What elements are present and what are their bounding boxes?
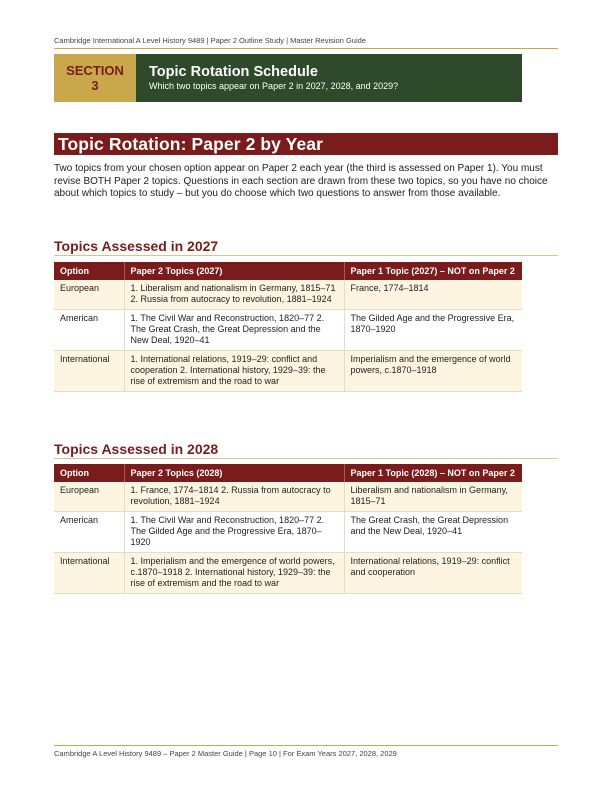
column-header-paper1: Paper 1 Topic (2027) – NOT on Paper 2 [344,262,522,280]
page-title: Topic Rotation: Paper 2 by Year [54,133,558,155]
option-cell: European [54,280,124,310]
heading-2027: Topics Assessed in 2027 [54,238,558,256]
section-number-box [54,54,136,102]
paper2-topics-cell: 1. The Civil War and Reconstruction, 1820–77 2. The Gilded Age and the Progressive Era, 1870–1920 [124,512,344,553]
paper1-topic-cell: The Great Crash, the Great Depression and the New Deal, 1920–41 [344,512,522,553]
option-cell: American [54,512,124,553]
column-header-option: Option [54,262,124,280]
option-cell: International [54,351,124,392]
table-row [54,512,522,553]
option-cell: International [54,553,124,594]
table-row [54,351,522,392]
option-cell: American [54,310,124,351]
running-footer: Cambridge A Level History 9489 – Paper 2 Master Guide | Page 10 | For Exam Years 2027, 2028, 2029 [54,745,558,758]
column-header-paper1: Paper 1 Topic (2028) – NOT on Paper 2 [344,464,522,482]
paper1-topic-cell: France, 1774–1814 [344,280,522,310]
section-label: SECTION [66,63,124,78]
table-row [54,482,522,512]
table-header-row [54,464,522,482]
option-cell: European [54,482,124,512]
paper1-topic-cell: International relations, 1919–29: conflict and cooperation [344,553,522,594]
paper1-topic-cell: The Gilded Age and the Progressive Era, 1870–1920 [344,310,522,351]
section-banner [54,54,522,102]
table-row [54,280,522,310]
running-header: Cambridge International A Level History 9489 | Paper 2 Outline Study | Master Revision Guide [54,36,558,49]
section-title-box [136,54,522,102]
paper2-topics-cell: 1. International relations, 1919–29: conflict and cooperation 2. International history, 1929–39: the rise of extremism and the road to war [124,351,344,392]
table-row [54,553,522,594]
column-header-option: Option [54,464,124,482]
section-subtitle: Which two topics appear on Paper 2 in 2027, 2028, and 2029? [149,81,399,91]
section-title: Topic Rotation Schedule [149,64,318,80]
paper2-topics-cell: 1. France, 1774–1814 2. Russia from autocracy to revolution, 1881–1924 [124,482,344,512]
table-row [54,310,522,351]
paper1-topic-cell: Liberalism and nationalism in Germany, 1815–71 [344,482,522,512]
topics-table-2028 [54,464,522,594]
paper1-topic-cell: Imperialism and the emergence of world powers, c.1870–1918 [344,351,522,392]
section-number: 3 [91,78,99,93]
paper2-topics-cell: 1. The Civil War and Reconstruction, 1820–77 2. The Great Crash, the Great Depression and the New Deal, 1920–41 [124,310,344,351]
paper2-topics-cell: 1. Imperialism and the emergence of world powers, c.1870–1918 2. International history, 1929–39: the rise of extremism and the road to war [124,553,344,594]
paper2-topics-cell: 1. Liberalism and nationalism in Germany, 1815–71 2. Russia from autocracy to revolution, 1881–1924 [124,280,344,310]
heading-2028: Topics Assessed in 2028 [54,441,558,459]
topics-table-2027 [54,262,522,392]
table-header-row [54,262,522,280]
intro-paragraph: Two topics from your chosen option appear on Paper 2 each year (the third is assessed on Paper 1). You must revise BOTH Paper 2 topics. Questions in each section are drawn from these two topics, so you have no choice about which topics to study – but you do choose which two questions to answer from those available. [54,163,548,199]
column-header-paper2: Paper 2 Topics (2027) [124,262,344,280]
column-header-paper2: Paper 2 Topics (2028) [124,464,344,482]
